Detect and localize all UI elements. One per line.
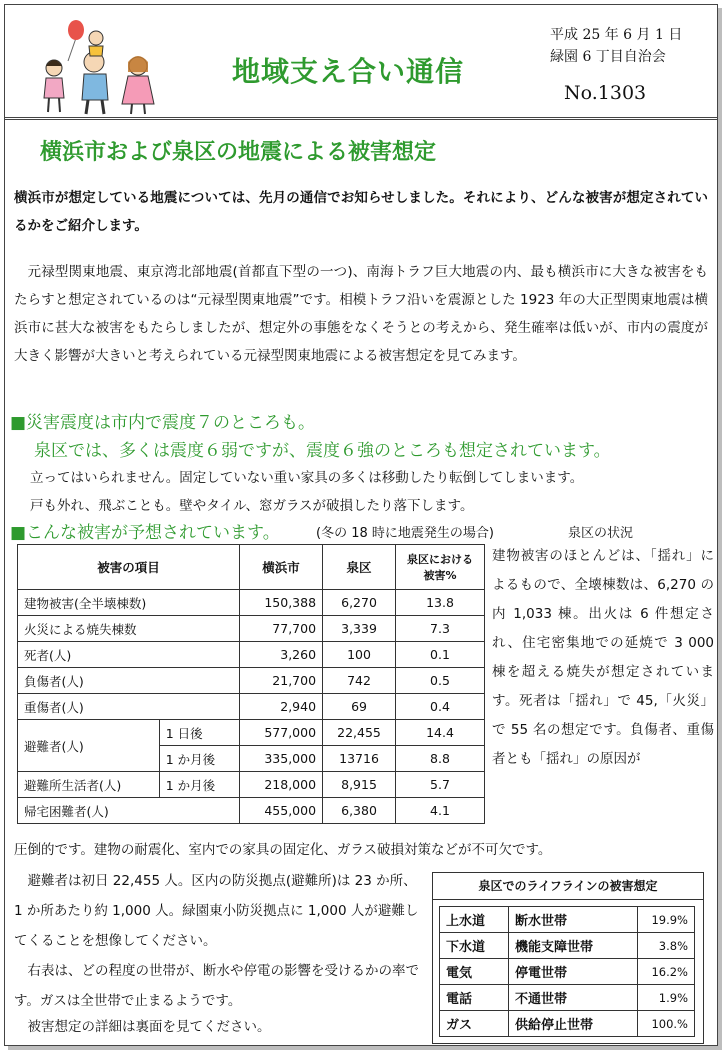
details-note: 被害想定の詳細は裏面を見てください。 xyxy=(27,1019,271,1035)
evacuees-item: 避難者(人) xyxy=(18,720,160,772)
lifeline-impact: 供給停止世帯 xyxy=(509,1011,638,1037)
table-row xyxy=(18,798,485,824)
continuation-text: 圧倒的です。建物の耐震化、室内での家具の固定化、ガラス破損対策などが不可欠です。 xyxy=(14,842,552,858)
lifeline-pct: 1.9% xyxy=(638,985,695,1011)
row-pct: 0.1 xyxy=(396,642,485,668)
row-pct: 0.5 xyxy=(396,668,485,694)
table-row xyxy=(18,590,485,616)
row-item: 重傷者(人) xyxy=(18,694,240,720)
row-izumi: 69 xyxy=(323,694,396,720)
lifeline-pct: 16.2% xyxy=(638,959,695,985)
article-title: 横浜市および泉区の地震による被害想定 xyxy=(40,140,437,165)
publication-meta xyxy=(550,24,682,68)
publisher-org: 緑園 6 丁目自治会 xyxy=(550,49,666,65)
lifeline-impact: 停電世帯 xyxy=(509,959,638,985)
row-pct: 7.3 xyxy=(396,616,485,642)
izumi-situation-text: 建物被害のほとんどは、「揺れ」によるもので、全壊棟数は、6,270 の内 1,033 棟。出火は 6 件想定され、住宅密集地での延焼で 3 000 棟を超える焼失が想定されています。死者は「揺れ」で 45,「火災」で 55 名の想定です。負傷者、重傷者とも「揺れ」の原因が xyxy=(492,548,714,767)
row-yokohama: 2,940 xyxy=(239,694,322,720)
row-period: 1 か月後 xyxy=(159,772,239,798)
table-row xyxy=(440,933,695,959)
balloon-icon xyxy=(68,20,84,40)
row-yokohama: 21,700 xyxy=(239,668,322,694)
lifeline-service: ガス xyxy=(440,1011,509,1037)
issue-number: No.1303 xyxy=(564,82,647,104)
lifeline-pct: 19.9% xyxy=(638,907,695,933)
table-row xyxy=(440,1011,695,1037)
table-row xyxy=(18,642,485,668)
table-row xyxy=(440,907,695,933)
row-yokohama: 3,260 xyxy=(239,642,322,668)
row-item: 建物被害(全半壊棟数) xyxy=(18,590,240,616)
body-paragraph: 元禄型関東地震、東京湾北部地震(首都直下型の一つ)、南海トラフ巨大地震の内、最も横浜市に大きな被害をもたらすと想定されているのは“元禄型関東地震”です。相模トラフ沿いを震源とした 1923 年の大正型関東地震は横浜市に甚大な被害をもたらしましたが、想定外の事態をなくそうとの考えから、発生確率は低いが、市内の震度が大きく影響が大きいと考えられている元禄型関東地震による被害想定を見てみます。 xyxy=(14,264,708,364)
publication-date: 平成 25 年 6 月 1 日 xyxy=(550,27,683,43)
section1-heading: ■災害震度は市内で震度７のところも。 xyxy=(10,413,316,433)
row-yokohama: 455,000 xyxy=(239,798,322,824)
row-yokohama: 577,000 xyxy=(239,720,322,746)
row-item: 避難所生活者(人) xyxy=(18,772,160,798)
row-izumi: 13716 xyxy=(323,746,396,772)
table-row xyxy=(440,959,695,985)
table-row xyxy=(18,772,485,798)
lead-paragraph: 横浜市が想定している地震については、先月の通信でお知らせしました。それにより、どんな被害が想定されているかをご紹介します。 xyxy=(14,190,708,234)
row-izumi: 100 xyxy=(323,642,396,668)
lifeline-service: 電気 xyxy=(440,959,509,985)
table-row xyxy=(18,720,485,746)
lifeline-impact: 機能支障世帯 xyxy=(509,933,638,959)
evacuation-paragraph: 避難者は初日 22,455 人。区内の防災拠点(避難所)は 23 か所、1 か所あたり約 1,000 人。緑園東小防災拠点に 1,000 人が避難してくることを想像してください。 xyxy=(14,873,419,949)
row-izumi: 742 xyxy=(323,668,396,694)
row-pct: 13.8 xyxy=(396,590,485,616)
row-izumi: 6,270 xyxy=(323,590,396,616)
row-pct: 8.8 xyxy=(396,746,485,772)
row-pct: 14.4 xyxy=(396,720,485,746)
lifeline-title: 泉区でのライフラインの被害想定 xyxy=(433,873,703,900)
side-label: 泉区の状況 xyxy=(568,526,634,541)
row-izumi: 22,455 xyxy=(323,720,396,746)
header-izumi: 泉区 xyxy=(323,545,396,590)
family-illustration xyxy=(16,16,186,116)
row-pct: 4.1 xyxy=(396,798,485,824)
header-item: 被害の項目 xyxy=(18,545,240,590)
table-row xyxy=(18,668,485,694)
row-yokohama: 335,000 xyxy=(239,746,322,772)
lifeline-intro-paragraph: 右表は、どの程度の世帯が、断水や停電の影響を受けるかの率です。ガスは全世帯で止まるようです。 xyxy=(14,963,419,1009)
section1-line2: 戸も外れ、飛ぶことも。壁やタイル、窓ガラスが破損したり落下します。 xyxy=(30,498,474,514)
row-yokohama: 218,000 xyxy=(239,772,322,798)
row-item: 火災による焼失棟数 xyxy=(18,616,240,642)
row-yokohama: 150,388 xyxy=(239,590,322,616)
header-divider xyxy=(4,117,717,120)
row-izumi: 6,380 xyxy=(323,798,396,824)
row-item: 負傷者(人) xyxy=(18,668,240,694)
lifeline-table xyxy=(439,906,695,1037)
table-row xyxy=(18,616,485,642)
header-yokohama: 横浜市 xyxy=(239,545,322,590)
row-izumi: 3,339 xyxy=(323,616,396,642)
lifeline-service: 上水道 xyxy=(440,907,509,933)
newsletter-title: 地域支え合い通信 xyxy=(232,55,465,88)
header-pct: 泉区における被害% xyxy=(396,545,485,590)
table-row xyxy=(18,694,485,720)
lifeline-impact: 不通世帯 xyxy=(509,985,638,1011)
section2-note: (冬の 18 時に地震発生の場合) xyxy=(316,526,494,541)
section1-subheading: 泉区では、多くは震度６弱ですが、震度６強のところも想定されています。 xyxy=(34,441,611,461)
row-pct: 5.7 xyxy=(396,772,485,798)
row-yokohama: 77,700 xyxy=(239,616,322,642)
row-item: 帰宅困難者(人) xyxy=(18,798,240,824)
table-header-row xyxy=(18,545,485,590)
row-izumi: 8,915 xyxy=(323,772,396,798)
lifeline-service: 下水道 xyxy=(440,933,509,959)
lifeline-pct: 100.% xyxy=(638,1011,695,1037)
row-pct: 0.4 xyxy=(396,694,485,720)
section1-line1: 立ってはいられません。固定していない重い家具の多くは移動したり転倒してしまいます。 xyxy=(30,470,584,486)
lifeline-impact: 断水世帯 xyxy=(509,907,638,933)
table-row xyxy=(440,985,695,1011)
damage-table xyxy=(17,544,485,824)
lifeline-box xyxy=(432,872,704,1044)
section2-heading: ■こんな被害が予想されています。 xyxy=(10,523,280,543)
row-period: 1 か月後 xyxy=(159,746,239,772)
row-item: 死者(人) xyxy=(18,642,240,668)
lifeline-pct: 3.8% xyxy=(638,933,695,959)
row-period: 1 日後 xyxy=(159,720,239,746)
lifeline-service: 電話 xyxy=(440,985,509,1011)
